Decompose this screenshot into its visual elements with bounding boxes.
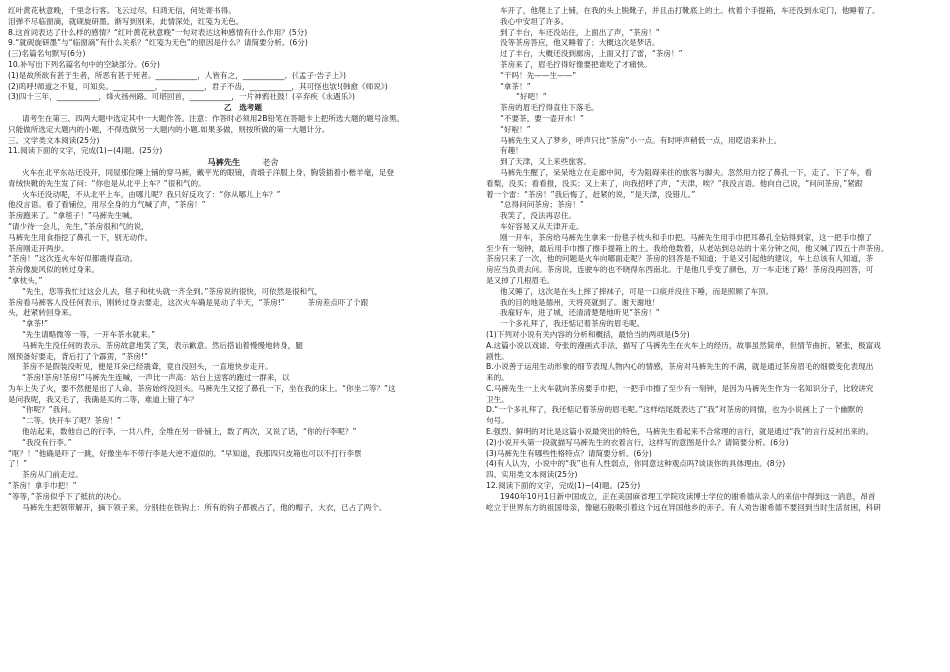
right-text-line: D.“一个多礼拜了，我还惦记着茶房的眉毛呢。”这样结尾既表达了“我”对茶房的同情，也为小说画上了一个幽默的 — [486, 405, 864, 415]
left-text-line: 11.阅读下面的文字，完成(1)~(4)题。(25分) — [8, 146, 163, 156]
left-text-line: 火车在北平东站还没开，同屋那位睡上铺的穿马裤，戴平光的眼镜，青缎子洋服上身，胸袋插着小楷羊毫，足登 — [22, 167, 395, 177]
article-title-text: 马裤先生 — [207, 157, 241, 168]
left-text-line: 他站起来，数他自己的行李，一共八件，全堆在另一卧铺上，数了两次，又说了话，“你的行李呢？” — [22, 427, 357, 437]
left-text-line: 只能做所选定大题内的小题，不得选做另一大题内的小题.如果多做，则按所做的第一大题计分。 — [8, 124, 330, 134]
right-text-line: 四、实用类文本阅读(25分) — [486, 470, 578, 480]
left-text-line: 他没言语。看了看铺位，用尽全身的力气喊了声，“茶房！” — [8, 200, 206, 210]
right-text-line: 是又掉了几根眉毛。 — [486, 275, 555, 285]
left-text-line: “先生请略微等一等，一开车茶水就来。” — [22, 329, 156, 339]
left-text-line: “等等，”茶房似乎下了抵抗的决心。 — [8, 491, 126, 501]
right-text-line: 有趣！ — [500, 146, 523, 156]
right-text-line: (2)小说开头第一段就描写马裤先生的衣着言行，这样写的意图是什么？请简要分析。(6分) — [486, 437, 789, 447]
right-text-line: 马裤先生醒了，呆呆地立在走廊中间，专为阻碍来往的旅客与脚夫。忽然用力挖了鼻孔一下，走了。下了车，看 — [500, 167, 873, 177]
right-text-line: 到了天津，又上来些旅客。 — [500, 157, 592, 167]
left-text-line: (三)名篇名句默写(6分) — [8, 49, 86, 59]
left-text-line: “茶房！”这次连火车好似都震得直动。 — [8, 254, 138, 264]
left-text-line: “我没有行李。” — [22, 437, 72, 447]
left-text-line: 三、文学类文本阅读(25分) — [8, 135, 100, 145]
left-text-line: 茶房像旋风似的转过身来。 — [8, 265, 100, 275]
right-text-line: 一个多礼拜了，我还惦记着茶房的眉毛呢。 — [500, 319, 645, 329]
right-text-line: 刚一开车，茶房给马裤先生拿来一份毯子枕头和手巾把。马裤先生用手巾把耳鼻孔全钻得到家，这一把手巾擦了 — [500, 232, 873, 242]
left-text-line: 请考生在第三、四两大题中选定其中一大题作答。注意：作答时必须用2B铅笔在答题卡上把所选大题的题号涂黑。 — [22, 113, 405, 123]
left-text-line: “请少待一会儿，先生，”茶房很和气的说， — [8, 221, 149, 231]
left-text-line: 8.这首词表达了什么样的感情？“红叶黄花秋意晚”一句对表达这种感情有什么作用？(5分) — [8, 27, 308, 37]
right-text-line: 着一个雷：“茶房！”我后悔了，赶紧的说，“是天津，没错儿。” — [486, 189, 696, 199]
left-text-line: “茶房！拿手巾把！” — [8, 481, 77, 491]
left-text-line: “二等。快开车了吧？茶房！” — [22, 416, 121, 426]
right-text-line: “拿茶！” — [500, 81, 531, 91]
left-text-line: “拿枕头，” — [8, 275, 43, 285]
left-text-line: “呕？！”他确是吓了一跳，好像坐车不带行李是大逆不道似的。“早知道，我那四只皮箱也可以不打行李票 — [8, 448, 362, 458]
left-text-line: 马裤先生用食指挖了鼻孔一下，别无动作。 — [8, 232, 153, 242]
left-text-line: 茶房从门前走过。 — [22, 470, 83, 480]
right-text-line: 句号。 — [486, 416, 509, 426]
right-text-line: 至少有一刻钟，最后用手巾擦了擦手提箱上的土。我给他数着，从老站到总站的十来分钟之间，他又喊了四五十声茶房。 — [486, 243, 889, 253]
left-text-line: 刚预备好要走，背后打了个霹雳，“茶房!” — [8, 351, 149, 361]
right-text-line: 我笑了，没法再忍住。 — [500, 211, 576, 221]
right-text-line: 茶房来了，眉毛拧得好像要把谁吃了才痛快。 — [500, 59, 652, 69]
left-text-line: 10.补写出下列名篇名句中的空缺部分。(6分) — [8, 59, 160, 69]
right-text-line: 他又睡了，这次是在头上摔了摔袜子，可是一口痰并没往下唾，而是照顾了车顶。 — [500, 286, 774, 296]
left-text-line: 为车上失了火，要不然便是出了人命。茶房始终没回头。马裤先生又挖了鼻孔一下，坐在我的床上。“你坐二等？”这 — [8, 383, 396, 393]
right-text-line: 剧性。 — [486, 351, 509, 361]
left-text-line: 9.“就砚旋研墨”与“临窗滴”有什么关系？“红笺为无色”的原因是什么？请简要分析。(6分) — [8, 38, 308, 48]
right-text-line: 屹立于世界东方的祖国母亲，像磁石般吸引着这个远在异国他乡的赤子。有人劝告谢希德不要回到当时生活贫困，科研 — [486, 502, 881, 512]
right-text-line: 我心中安坦了许多。 — [500, 16, 569, 26]
right-text-line: 过了丰台，大概还没到廊房，上面又打了雷，“茶房！” — [500, 49, 683, 59]
right-text-line: “不要茶，要一壶开水！” — [500, 113, 584, 123]
left-text-line: (2)呜呼!师道之不复，可知矣。___________，___________，君子不齿，___________，其可怪也欤!(韩愈《师说》) — [8, 81, 388, 91]
left-text-line: 是问我呢，我又毛了，我确是买的二等，难道上错了车？ — [8, 394, 198, 404]
right-text-line: 车好容易又从天津开走。 — [500, 221, 584, 231]
right-text-line: “好吧！” — [516, 92, 547, 102]
right-text-line: 马裤先生又入了梦乡，呼声只比“茶房”小一点。有时呼声稍低一点，用呓语来补上。 — [500, 135, 782, 145]
left-text-line: “茶房!茶房!茶房!”马裤先生连喊，一声比一声高：站台上送客的跑过一群来，以 — [22, 373, 290, 383]
right-text-line: E.强烈、鲜明的对比是这篇小说最突出的特色，马裤先生看起来不合常理的言行，就是通过“我”的言行反衬出来的。 — [486, 427, 874, 437]
left-text-line: 马裤先生把领带解开，摘下领子来，分别挂在铁钩上：所有的钩子都被占了，他的帽子，大衣，已占了两个。 — [22, 502, 387, 512]
right-text-line: A.这篇小说以戏谑、夸张的漫画式手法，描写了马裤先生在火车上的经历，故事虽然简单，但情节曲折、紧张，极富戏 — [486, 340, 881, 350]
left-text-line: 了！” — [8, 459, 28, 469]
left-text-line: “拿茶!” — [22, 319, 49, 329]
right-column — [486, 6, 942, 672]
left-text-line: 茶房跑来了。“拿毯子！”马裤先生喊。 — [8, 211, 138, 221]
right-text-line: C.马裤先生一上火车就向茶房要手巾把，一把手巾擦了至少有一刻钟，是因为马裤先生作为一名知识分子，比较讲究 — [486, 383, 874, 393]
right-text-line: 茶房的眉毛拧得直往下落毛。 — [500, 103, 599, 113]
right-text-line: 车开了，他爬上了上铺，在我的头上脱靴子，并且击打靴底上的土。枕着个手提箱，车还没到永定门，他睡着了。 — [500, 6, 880, 15]
left-text-line: “你呢？”我问。 — [22, 405, 76, 415]
left-text-line: (1)是故所欲有甚于生者，所恶有甚于死者。___________，人皆有之，___________。(《孟子·告子上》) — [8, 70, 347, 80]
left-text-line: 火车还没动呢，不从北平上车，由哪儿呢？我只好反攻了：“你从哪儿上车？” — [22, 189, 281, 199]
right-text-line: 卫生。 — [486, 394, 509, 404]
left-text-line: 泪弹不尽临窗滴，就砚旋研墨。渐写到别来，此情深处，红笺为无色。 — [8, 16, 244, 26]
right-text-line: (4)有人认为，小说中的“我”也有人性弱点，你同意这种观点吗?谈谈你的具体理由。(8分) — [486, 459, 786, 469]
left-text-line: 茶房不是假装没听见，便是耳朵已经震聋，竟自没回头，一直地快步走开。 — [22, 362, 273, 372]
left-text-line: “先生，您等我忙过这会儿去，毯子和枕头就一齐全到。”茶房说的很快，可依然是很和气， — [22, 286, 323, 296]
right-text-line: 12.阅读下面的文字，完成(1)~(4)题。(25分) — [486, 481, 641, 491]
right-text-line: 1940年10月1日新中国成立，正在美国麻省理工学院攻读博士学位的谢希德从亲人的来信中得到这一消息，昂首 — [500, 491, 876, 501]
left-text-line: 马裤先生没任何的表示。茶房故意地笑了笑，表示歉意。然后搭讪着慢慢地转身，腿 — [22, 340, 303, 350]
right-text-line: 看梨，没买；看看报，没买；又上来了，向我招呼了声，“天津，唉？”我没言语。他向自己说，“问问茶房，”紧跟 — [486, 178, 863, 188]
left-text-line: 茶房看马裤客人没任何表示，刚转过身去要走，这次火车确是晃动了半天，“茶房!” 茶房差点吓了个跟 — [8, 297, 369, 307]
right-text-line: 没等茶房答应，他又睡着了；大概这次是梦话。 — [500, 38, 660, 48]
right-text-line: 我的目的地是德州，天将亮就到了。谢天谢地！ — [500, 297, 660, 307]
right-text-line: 房应当负责去问。茶房说，连驶车的也不晓得东西南北。于是他几乎变了颜色，万一车走迷了路！茶房没再回答，可 — [486, 265, 874, 275]
right-text-line: (3)马裤先生有哪些性格特点？请简要分析。(6分) — [486, 448, 652, 458]
left-text-line: 头，赶紧转回身来。 — [8, 308, 77, 318]
article-title — [8, 157, 478, 168]
right-text-line: (1)下列对小说有关内容的分析和概括，最恰当的两项是(5分) — [486, 329, 690, 339]
right-text-line: B.小说善于运用生动形象的细节表现人物内心的情感，茶房对马裤先生的不满，就是通过茶房眉毛的细微变化表现出 — [486, 362, 874, 372]
left-column — [8, 6, 478, 672]
right-text-line: 到了丰台，车还没站住，上面出了声，“茶房！” — [500, 27, 660, 37]
right-text-line: 我雇好车，进了城，还清清楚楚地听见“茶房！” — [500, 308, 660, 318]
right-text-line: “好啦！” — [500, 124, 531, 134]
article-author: 老舍 — [262, 157, 279, 168]
left-text-line: 红叶黄花秋意晚，千里念行客。飞云过尽，归鸿无信，何处寄书得。 — [8, 6, 236, 15]
right-text-line: “总得问问茶房；茶房！” — [500, 200, 584, 210]
left-text-line: (3)四十三年，___________，烽火扬州路。可堪回首，___________，一片神鸦社鼓！(辛弃疾《永遇乐》) — [8, 92, 356, 102]
left-text-line: 青绒快靴的先生发了问：“你也是从北平上车？”很和气的。 — [8, 178, 206, 188]
right-text-line: 茶房只来了一次，他的问题是火车向哪面走呢？茶房的回答是不知道；于是又引起他的建议，车上总该有人知道，茶 — [486, 254, 874, 264]
right-text-line: “干吗！先——生——” — [500, 70, 577, 80]
right-text-line: 来的。 — [486, 373, 509, 383]
section-heading: 乙 选考题 — [224, 103, 262, 113]
left-text-line: 茶房刚走开两步。 — [8, 243, 69, 253]
